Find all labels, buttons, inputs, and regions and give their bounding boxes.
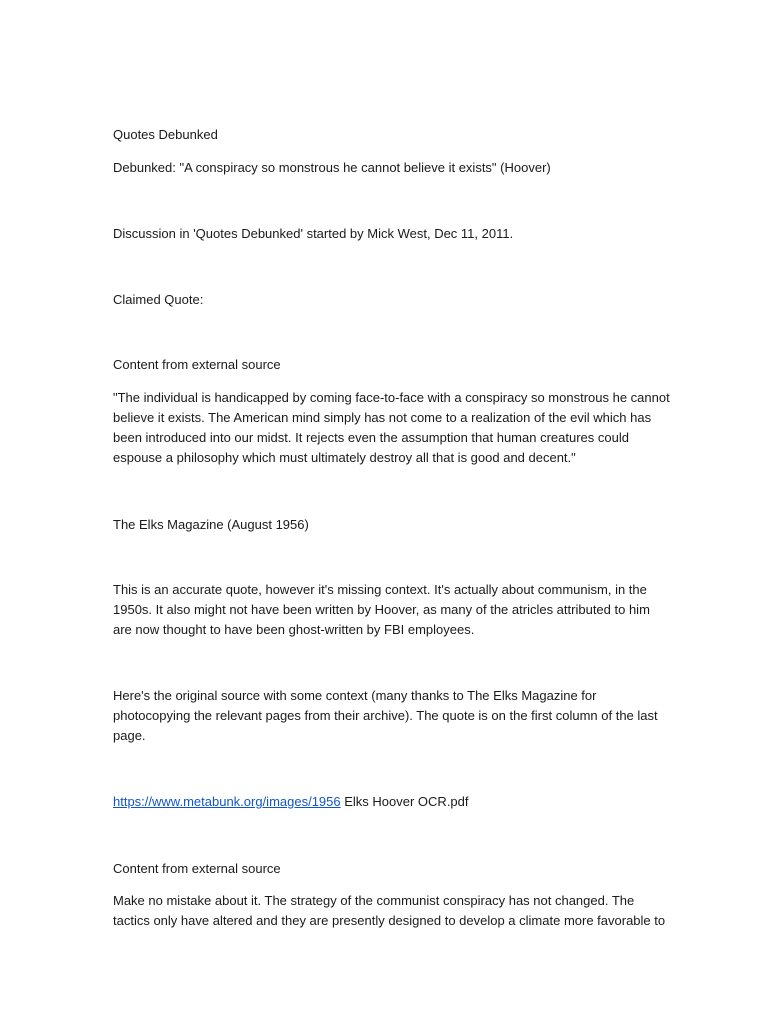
excerpt-paragraph xyxy=(113,891,666,931)
context-line: are now thought to have been ghost-written by FBI employees. xyxy=(113,622,475,637)
thread-title: Debunked: "A conspiracy so monstrous he cannot believe it exists" (Hoover) xyxy=(113,160,551,175)
source-pdf-link[interactable]: https://www.metabunk.org/images/1956 xyxy=(113,794,341,809)
original-source-paragraph xyxy=(113,686,658,746)
external-source-label: Content from external source xyxy=(113,861,281,876)
quote-line: been introduced into our midst. It rejects even the assumption that human creatures could xyxy=(113,430,629,445)
quote-line: "The individual is handicapped by coming face-to-face with a conspiracy so monstrous he cannot xyxy=(113,390,670,405)
external-source-label: Content from external source xyxy=(113,357,281,372)
source-citation: The Elks Magazine (August 1956) xyxy=(113,517,309,532)
context-line: 1950s. It also might not have been written by Hoover, as many of the atricles attributed to him xyxy=(113,602,650,617)
quote-line: espouse a philosophy which must ultimately destroy all that is good and decent." xyxy=(113,450,576,465)
source-link-line xyxy=(113,792,658,812)
source-pdf-filename: Elks Hoover OCR.pdf xyxy=(340,794,469,809)
original-source-line: Here's the original source with some context (many thanks to The Elks Magazine for xyxy=(113,688,597,703)
excerpt-line: tactics only have altered and they are presently designed to develop a climate more favorable to xyxy=(113,913,666,928)
discussion-meta: Discussion in 'Quotes Debunked' started by Mick West, Dec 11, 2011. xyxy=(113,226,514,241)
claimed-quote-label: Claimed Quote: xyxy=(113,292,204,307)
quote-block xyxy=(113,388,670,468)
context-line: This is an accurate quote, however it's missing context. It's actually about communism, in the xyxy=(113,582,647,597)
original-source-line: photocopying the relevant pages from their archive). The quote is on the first column of the last xyxy=(113,708,658,723)
original-source-line: page. xyxy=(113,728,146,743)
forum-name: Quotes Debunked xyxy=(113,127,218,142)
context-paragraph xyxy=(113,580,658,640)
excerpt-line: Make no mistake about it. The strategy of the communist conspiracy has not changed. The xyxy=(113,893,635,908)
quote-line: believe it exists. The American mind simply has not come to a realization of the evil which has xyxy=(113,410,652,425)
